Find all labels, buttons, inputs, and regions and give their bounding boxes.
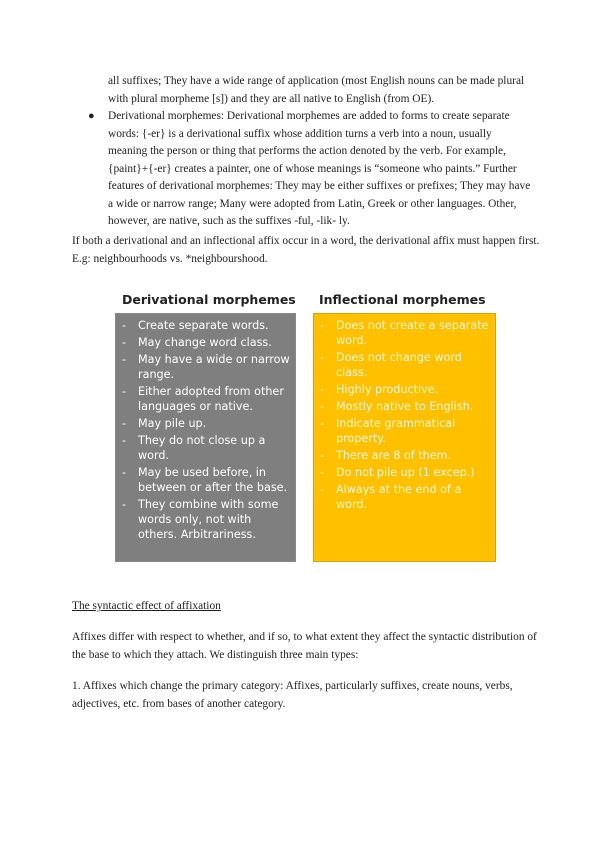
derivational-list-item [122, 433, 291, 463]
inflectional-list [314, 314, 495, 512]
inflectional-item-text: Does not change word class. [336, 351, 462, 379]
dash-marker: - [320, 383, 325, 396]
derivational-item-text: Create separate words. [138, 319, 269, 332]
paragraph-affix-types: Affixes differ with respect to whether, and if so, to what extent they affect the syntactic distribution of the base to which they attach. We distinguish three main types: [72, 631, 537, 661]
dash-marker: - [122, 417, 127, 430]
inflectional-list-item [320, 465, 491, 480]
inflectional-list-item [320, 399, 491, 414]
dash-marker: - [122, 498, 127, 511]
derivational-item-text: They do not close up a word. [138, 434, 266, 462]
dash-marker: - [320, 466, 325, 479]
inflectional-list-item [320, 382, 491, 397]
inflectional-heading: Inflectional morphemes [319, 292, 486, 307]
inflectional-list-item [320, 318, 491, 348]
dash-marker: - [320, 400, 325, 413]
paragraph-type-one: 1. Affixes which change the primary category: Affixes, particularly suffixes, create nouns, verbs, adjectives, etc. from bases of another category. [72, 680, 513, 710]
inflectional-item-text: Always at the end of a word. [336, 483, 462, 511]
derivational-item-text: May have a wide or narrow range. [138, 353, 290, 381]
inflectional-list-item [320, 350, 491, 380]
inflectional-list-item [320, 448, 491, 463]
derivational-list [116, 314, 295, 542]
inflectional-item-text: Do not pile up (1 excep.) [336, 466, 475, 479]
derivational-box [115, 313, 296, 562]
inflectional-box [313, 313, 496, 562]
inflectional-item-text: There are 8 of them. [336, 449, 452, 462]
dash-marker: - [122, 466, 127, 479]
dash-marker: - [320, 351, 325, 364]
derivational-item-text: Either adopted from other languages or native. [138, 385, 284, 413]
inflectional-item-text: Highly productive. [336, 383, 439, 396]
dash-marker: - [320, 319, 325, 332]
dash-marker: - [320, 417, 325, 430]
list-continuation-text: all suffixes; They have a wide range of application (most English nouns can be made plural with plural morpheme [s]) and they are all native to English (from OE). [108, 75, 525, 105]
dash-marker: - [320, 449, 325, 462]
inflectional-item-text: Indicate grammatical property. [336, 417, 456, 445]
derivational-item-text: They combine with some words only, not with others. Arbitrariness. [138, 498, 279, 541]
dash-marker: - [122, 434, 127, 447]
dash-marker: - [320, 483, 325, 496]
dash-marker: - [122, 319, 127, 332]
inflectional-item-text: Does not create a separate word. [336, 319, 489, 347]
dash-marker: - [122, 385, 127, 398]
derivational-list-item [122, 497, 291, 542]
section-heading: The syntactic effect of affixation [72, 600, 221, 612]
derivational-item-text: May be used before, in between or after the base. [138, 466, 288, 494]
derivational-list-item [122, 384, 291, 414]
derivational-list-item [122, 352, 291, 382]
derivational-list-item [122, 318, 291, 333]
derivational-list-item [122, 416, 291, 431]
dash-marker: - [122, 336, 127, 349]
inflectional-list-item [320, 416, 491, 446]
derivational-list-item [122, 335, 291, 350]
paragraph-affix-order: If both a derivational and an inflectional affix occur in a word, the derivational affix must happen first. E.g: neighbourhoods vs. *neighbourshood. [72, 235, 540, 265]
derivational-item-text: May pile up. [138, 417, 207, 430]
bullet-text: Derivational morphemes: Derivational morphemes are added to forms to create separate words: {-er} is a derivational suffix whose addition turns a verb into a noun, usually meaning the person or thing that performs the action denoted by the verb. For example, {paint}+{-er} creates a painter, one of whose meanings is “someone who paints.” Further features of derivational morphemes: They may be either suffixes or prefixes; They may have a wide or narrow range; Many were adopted from Latin, Greek or other languages. Other, however, are native, such as the suffixes -ful, -lik- ly. [108, 110, 531, 227]
bullet-icon: ● [88, 110, 95, 122]
inflectional-item-text: Mostly native to English. [336, 400, 474, 413]
derivational-item-text: May change word class. [138, 336, 272, 349]
inflectional-list-item [320, 482, 491, 512]
derivational-list-item [122, 465, 291, 495]
dash-marker: - [122, 353, 127, 366]
derivational-heading: Derivational morphemes [122, 292, 296, 307]
